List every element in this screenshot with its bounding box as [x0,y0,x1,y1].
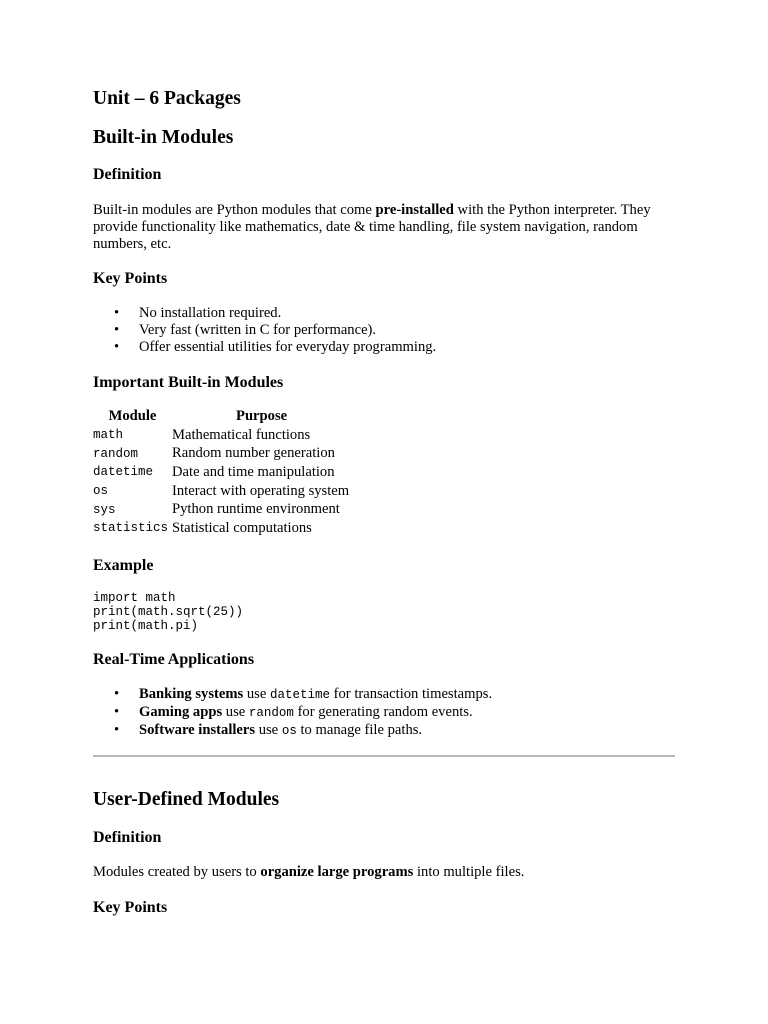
bullet-icon: • [114,322,120,338]
module-name-cell: os [93,484,109,499]
builtin-key-points-heading: Key Points [93,270,168,287]
section-divider [93,755,675,757]
list-item [93,722,492,740]
module-purpose-cell: Random number generation [172,445,335,462]
list-item [93,686,492,704]
bullet-icon: • [114,722,120,738]
list-item-text: use [255,722,282,738]
builtin-modules-title: Built-in Modules [93,127,234,148]
list-item-text: Very fast (written in C for performance). [139,322,377,338]
module-purpose-cell: Mathematical functions [172,426,311,443]
inline-code: os [281,724,297,738]
column-header-purpose: Purpose [236,408,288,424]
list-item [93,339,436,356]
modules-table [93,407,351,538]
bullet-icon: • [114,686,120,702]
builtin-definition-heading: Definition [93,166,162,183]
column-header-module: Module [108,408,157,424]
list-item [93,305,436,322]
list-item-text: Offer essential utilities for everyday programming. [139,339,437,355]
definition-bold-term: pre-installed [375,202,454,218]
module-purpose-cell: Interact with operating system [172,482,350,499]
example-code-block: import math print(math.sqrt(25)) print(math.pi) [93,591,244,633]
application-name: Software installers [139,722,256,738]
userdef-definition-text [93,864,524,881]
table-row [93,519,351,538]
list-item-text: to manage file paths. [296,722,423,738]
bullet-icon: • [114,339,120,355]
list-item-text: No installation required. [139,305,282,321]
list-item-text: use [222,704,249,720]
bullet-icon: • [114,305,120,321]
module-name-cell: datetime [93,465,154,480]
table-row [93,482,351,501]
inline-code: random [248,706,294,720]
definition-text-end: with the Python interpreter. They provide functionality like mathematics, date & time handling, file system navigation, random numbers, etc. [93,202,651,252]
table-row [93,426,351,445]
userdef-definition-heading: Definition [93,829,162,846]
module-name-cell: random [93,446,139,461]
list-item-text: for generating random events. [293,704,473,720]
list-item-text: for transaction timestamps. [330,686,493,702]
builtin-key-points-list [93,305,436,356]
user-defined-modules-title: User-Defined Modules [93,789,280,810]
builtin-definition-text [93,202,678,253]
table-header-row [93,407,351,426]
application-name: Banking systems [139,686,244,702]
example-heading: Example [93,557,154,574]
list-item [93,322,436,339]
module-name-cell: statistics [93,521,169,536]
unit-title: Unit – 6 Packages [93,88,241,109]
table-row [93,463,351,482]
module-name-cell: math [93,428,124,443]
definition-text-start: Built-in modules are Python modules that come [93,202,376,218]
module-purpose-cell: Python runtime environment [172,501,340,518]
list-item-text: use [243,686,270,702]
definition-text-end: into multiple files. [413,864,525,880]
application-name: Gaming apps [139,704,223,720]
userdef-key-points-heading: Key Points [93,899,168,916]
important-modules-heading: Important Built-in Modules [93,374,284,391]
definition-bold-term: organize large programs [260,864,414,880]
list-item [93,704,492,722]
module-purpose-cell: Date and time manipulation [172,463,335,480]
bullet-icon: • [114,704,120,720]
definition-text-start: Modules created by users to [93,864,261,880]
module-name-cell: sys [93,502,116,517]
table-row [93,445,351,464]
table-row [93,500,351,519]
inline-code: datetime [269,688,330,702]
realtime-applications-list [93,686,492,740]
realtime-applications-heading: Real-Time Applications [93,651,255,668]
module-purpose-cell: Statistical computations [172,519,312,536]
